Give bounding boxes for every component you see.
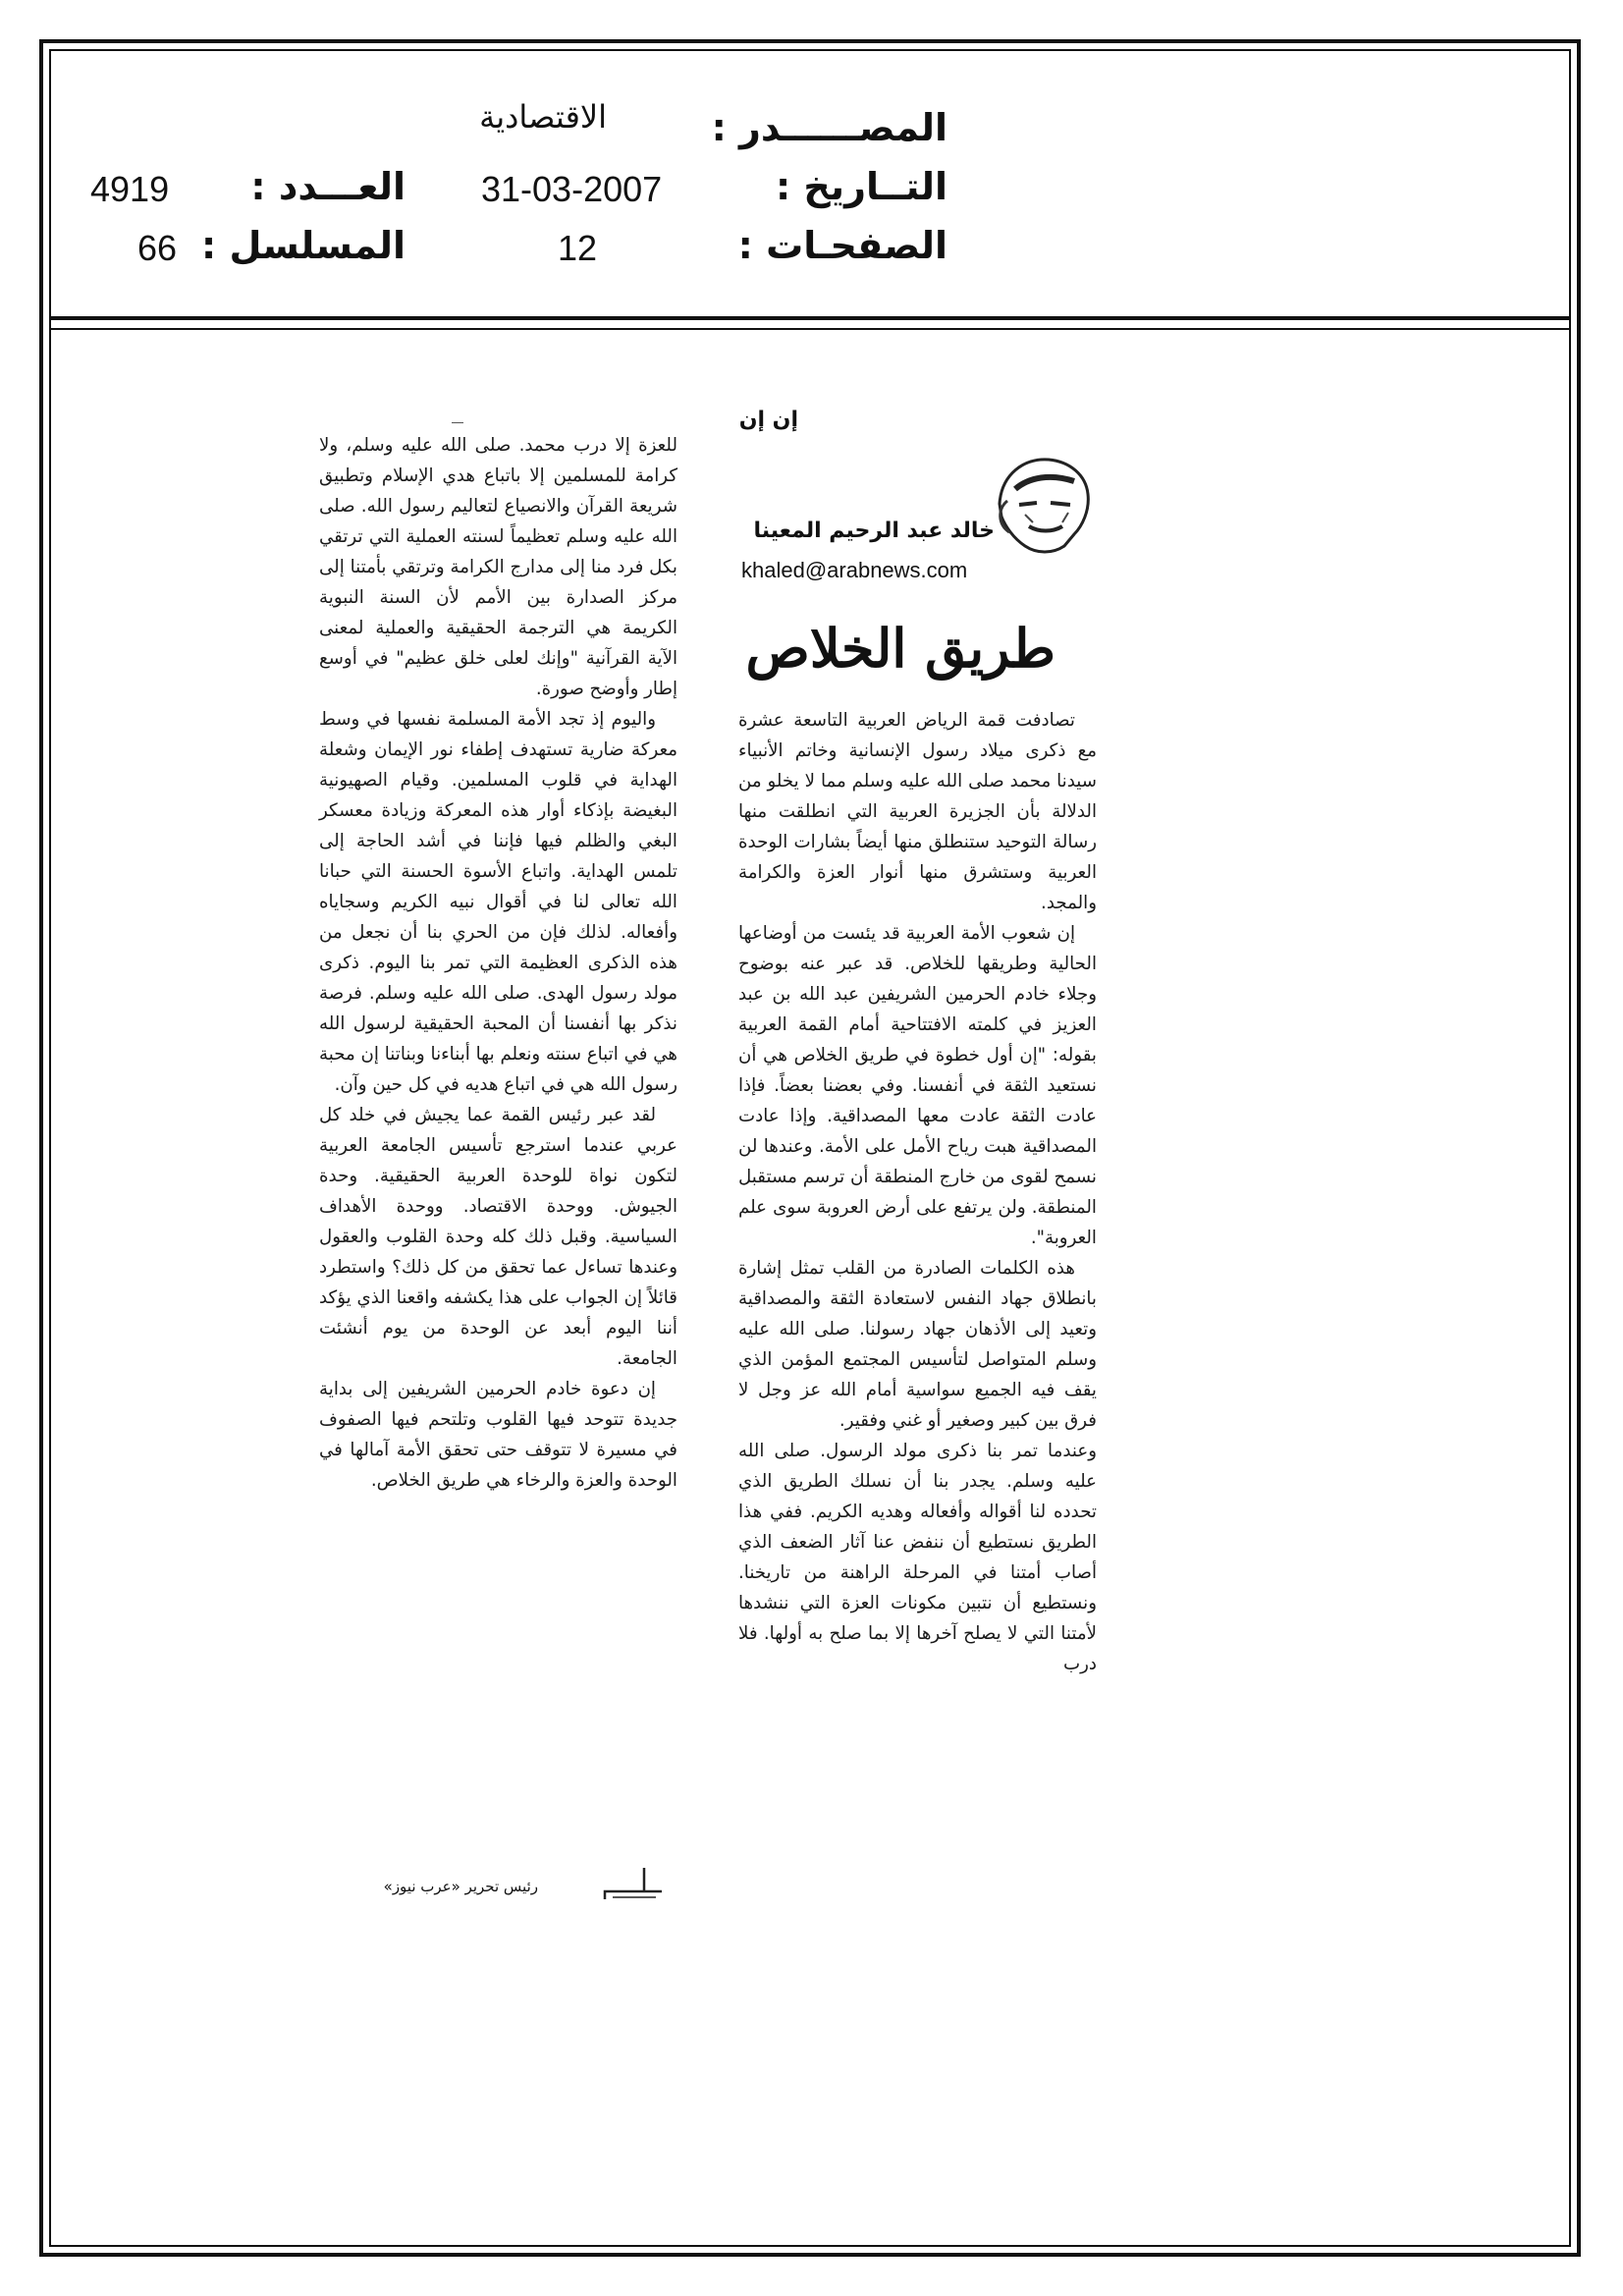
- pages-value: 12: [558, 228, 598, 268]
- article-column-left: [319, 430, 677, 1496]
- header-divider-thin: [49, 328, 1571, 330]
- paragraph: إن شعوب الأمة العربية قد يئست من أوضاعها الحالية وطريقها للخلاص. قد عبر عنه بوضوح وجلاء خادم الحرمين الشريفين عبد الله بن عبد العزيز في كلمته الافتتاحية أمام القمة العربية بقوله: "إن أول خطوة في طريق الخلاص هي أن نستعيد الثقة في أنفسنا. وفي بعضنا بعضاً. فإذا عادت الثقة عادت معها المصداقية. وإذا عادت المصداقية هبت رياح الأمل على الأمة. وعندها لن نسمح لقوى من خارج المنطقة أن ترسم مستقبل المنطقة. ولن يرتفع على أرض العروبة سوى علم العروبة".: [738, 923, 1097, 1248]
- column-top-mark: [452, 422, 463, 423]
- paragraph: للعزة إلا درب محمد. صلى الله عليه وسلم، ولا كرامة للمسلمين إلا باتباع هدي الإسلام وتطبيق شريعة القرآن والانصياع لتعاليم رسول الله. صلى الله عليه وسلم تعظيماً لسنته العملية التي ترتقي بكل فرد منا إلى مدارج الكرامة وترتقي بأمتنا إلى مركز الصدارة بين الأمم لأن السنة النبوية الكريمة هي الترجمة الحقيقية والعملية لمعنى الآية القرآنية "وإنك لعلى خلق عظيم" في أوسع إطار وأوضح صورة.: [319, 435, 677, 699]
- paragraph: إن دعوة خادم الحرمين الشريفين إلى بداية جديدة تتوحد فيها القلوب وتلتحم فيها الصفوف في مسيرة لا تتوقف حتى تحقق الأمة آمالها في الوحدة والعزة والرخاء هي طريق الخلاص.: [319, 1379, 677, 1491]
- article-headline: طريق الخلاص: [745, 617, 1055, 680]
- pages-label: الصفحـات :: [737, 224, 947, 267]
- paragraph: لقد عبر رئيس القمة عما يجيش في خلد كل عربي عندما استرجع تأسيس الجامعة العربية لتكون نواة للوحدة العربية الحقيقية. وحدة الجيوش. ووحدة الاقتصاد. ووحدة الأهداف السياسية. وقبل ذلك كله وحدة القلوب والعقول وعندها تساءل عما تحقق من كل ذلك؟ واستطرد قائلاً إن الجواب على هذا يكشفه واقعنا الذي يؤكد أننا اليوم أبعد عن الوحدة من يوم أنشئت الجامعة.: [319, 1105, 677, 1369]
- serial-value: 66: [137, 228, 178, 268]
- serial-label: المسلسل :: [201, 224, 406, 267]
- paragraph: واليوم إذ تجد الأمة المسلمة نفسها في وسط معركة ضارية تستهدف إطفاء نور الإيمان وشعلة الهداية في قلوب المسلمين. وقيام الصهيونية البغيضة بإذكاء أوار هذه المعركة وزيادة معسكر البغي والظلم فيها فإننا في أشد الحاجة إلى تلمس الهداية. واتباع الأسوة الحسنة التي حبانا الله تعالى لنا في أقوال نبيه الكريم وسجاياه وأفعاله. لذلك فإن من الحري بنا أن نجعل من هذه الذكرى العظيمة التي تمر بنا اليوم. ذكرى مولد رسول الهدى. صلى الله عليه وسلم. فرصة نذكر بها أنفسنا أن المحبة الحقيقية لرسول الله هي في اتباع سنته ونعلم بها أبناءنا وبناتنا إن محبة رسول الله هي في اتباع هديه في كل حين وآن.: [319, 709, 677, 1095]
- paragraph: وعندما تمر بنا ذكرى مولد الرسول. صلى الله عليه وسلم. يجدر بنا أن نسلك الطريق الذي تحدده لنا أقواله وأفعاله وهديه الكريم. ففي هذا الطريق نستطيع أن ننفض عنا آثار الضعف الذي أصاب أمتنا في المرحلة الراهنة من تاريخنا. ونستطيع أن نتبين مكونات العزة التي ننشدها لأمتنا التي لا يصلح آخرها إلا بما صلح به أولها. فلا درب: [738, 1441, 1097, 1674]
- paragraph: هذه الكلمات الصادرة من القلب تمثل إشارة بانطلاق جهاد النفس لاستعادة الثقة والمصداقية وتعيد إلى الأذهان جهاد رسولنا. صلى الله عليه وسلم المتواصل لتأسيس المجتمع المؤمن الذي يقف فيه الجميع سواسية أمام الله عز وجل لا فرق بين كبير وصغير أو غني وفقير.: [738, 1258, 1097, 1431]
- date-label: التــاريخ :: [775, 165, 947, 208]
- editor-signature: [599, 1862, 668, 1903]
- article-column-right: [738, 705, 1097, 1679]
- issue-label: العـــدد :: [250, 165, 406, 208]
- header-divider: [49, 316, 1571, 320]
- article-kicker: إن إن: [738, 408, 798, 432]
- source-label: المصــــــدر :: [711, 106, 947, 149]
- editor-signoff: رئيس تحرير «عرب نيوز»: [383, 1878, 538, 1895]
- source-value: الاقتصادية: [479, 98, 607, 136]
- article-author-email: khaled@arabnews.com: [741, 558, 968, 582]
- paragraph: تصادفت قمة الرياض العربية التاسعة عشرة مع ذكرى ميلاد رسول الإنسانية وخاتم الأنبياء سيدنا محمد صلى الله عليه وسلم مما لا يخلو من الدلالة بأن الجزيرة العربية التي انطلقت منها رسالة التوحيد ستنطلق منها أيضاً بشارات الوحدة العربية وستشرق منها أنوار العزة والكرامة والمجد.: [738, 710, 1097, 913]
- article-author: خالد عبد الرحيم المعينا: [753, 519, 995, 543]
- issue-value: 4919: [90, 169, 170, 209]
- author-portrait: [980, 450, 1098, 558]
- date-value: 31-03-2007: [481, 169, 663, 209]
